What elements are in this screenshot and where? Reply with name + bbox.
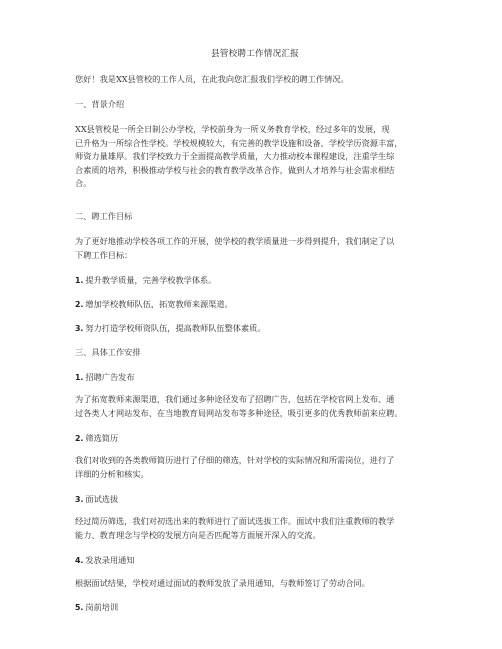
paragraph-line: 我们对收到的各类教师简历进行了仔细的筛选，针对学校的实际情况和所需岗位，进行了 [75,455,395,465]
goal-text: 努力打造学校师资队伍，提高教师队伍整体素质。 [85,323,266,333]
paragraph-line: 过各类人才网站发布、在当地教育局网站发布等多种途径，吸引更多的优秀教师前来应聘。 [75,407,403,418]
step-title: 筛选简历 [85,433,119,443]
step-heading [75,432,118,445]
step-heading [75,493,118,506]
goal-number: 3. [75,324,84,333]
step-title: 面试选拔 [85,494,119,504]
goals-intro-paragraph [75,235,435,262]
step-number: 4. [75,556,84,565]
paragraph-line: 下聘工作目标： [75,249,133,260]
paragraph-line: XX县管校是一所全日制公办学校，学校前身为一所义务教育学校，经过多年的发展，现 [75,124,390,134]
step-paragraph [75,577,435,591]
step-number: 1. [75,373,84,382]
paragraph-line: 合。 [75,178,92,189]
section-heading-arrangements: 三、具体工作安排 [75,347,141,357]
goal-item [75,322,266,335]
goal-item [75,298,233,311]
goal-number: 2. [75,300,84,309]
paragraph-line: 能力、教育理念与学校的发展方向是否匹配等方面展开深入的交流。 [75,529,321,540]
section-heading-background: 一、背景介绍 [75,99,125,109]
section-heading-goals: 二、聘工作目标 [75,211,133,221]
paragraph-line: 经过简历筛选，我们对初选出来的教师进行了面试选拔工作。面试中我们注重教师的教学 [75,516,395,526]
paragraph-line: 师资力量雄厚。我们学校致力于全面提高教学质量，大力推动校本课程建设，注重学生综 [75,151,395,162]
paragraph-line: 合素质的培养，积极推动学校与社会的教育教学改革合作，做到人才培养与社会需求相结 [75,164,395,175]
paragraph-line: 根据面试结果，学校对通过面试的教师发放了录用通知，与教师签订了劳动合同。 [75,578,370,588]
step-title: 岗前培训 [85,602,119,612]
step-paragraph [75,454,435,481]
step-heading [75,554,135,567]
paragraph-line: 详细的分析和核实。 [75,468,149,479]
paragraph-line: 为了更好地推动学校各项工作的开展，使学校的教学质量进一步得到提升，我们制定了以 [75,236,395,246]
step-title: 招聘广告发布 [85,372,135,382]
step-heading [75,371,135,384]
document-title: 县管校聘工作情况汇报 [211,49,299,59]
paragraph-line: 为了拓宽教师来源渠道，我们通过多种途径发布了招聘广告，包括在学校官网上发布、通 [75,394,395,404]
step-number: 5. [75,603,84,612]
paragraph-line: 已升格为一所综合性学校。学校规模较大，有完善的教学设施和设备，学校学历资源丰富， [75,137,403,148]
greeting-paragraph: 您好！我是XX县管校的工作人员，在此我向您汇报我们学校的聘工作情况。 [75,74,349,84]
background-paragraph [75,123,435,191]
step-number: 3. [75,495,84,504]
step-title: 发放录用通知 [85,555,135,565]
step-number: 2. [75,434,84,443]
goal-text: 增加学校教师队伍，拓宽教师来源渠道。 [85,299,233,309]
step-heading [75,601,118,614]
step-paragraph [75,393,435,420]
goal-text: 提升教学质量，完善学校教学体系。 [85,275,217,285]
goal-number: 1. [75,276,84,285]
step-paragraph [75,515,435,542]
goal-item [75,274,216,287]
